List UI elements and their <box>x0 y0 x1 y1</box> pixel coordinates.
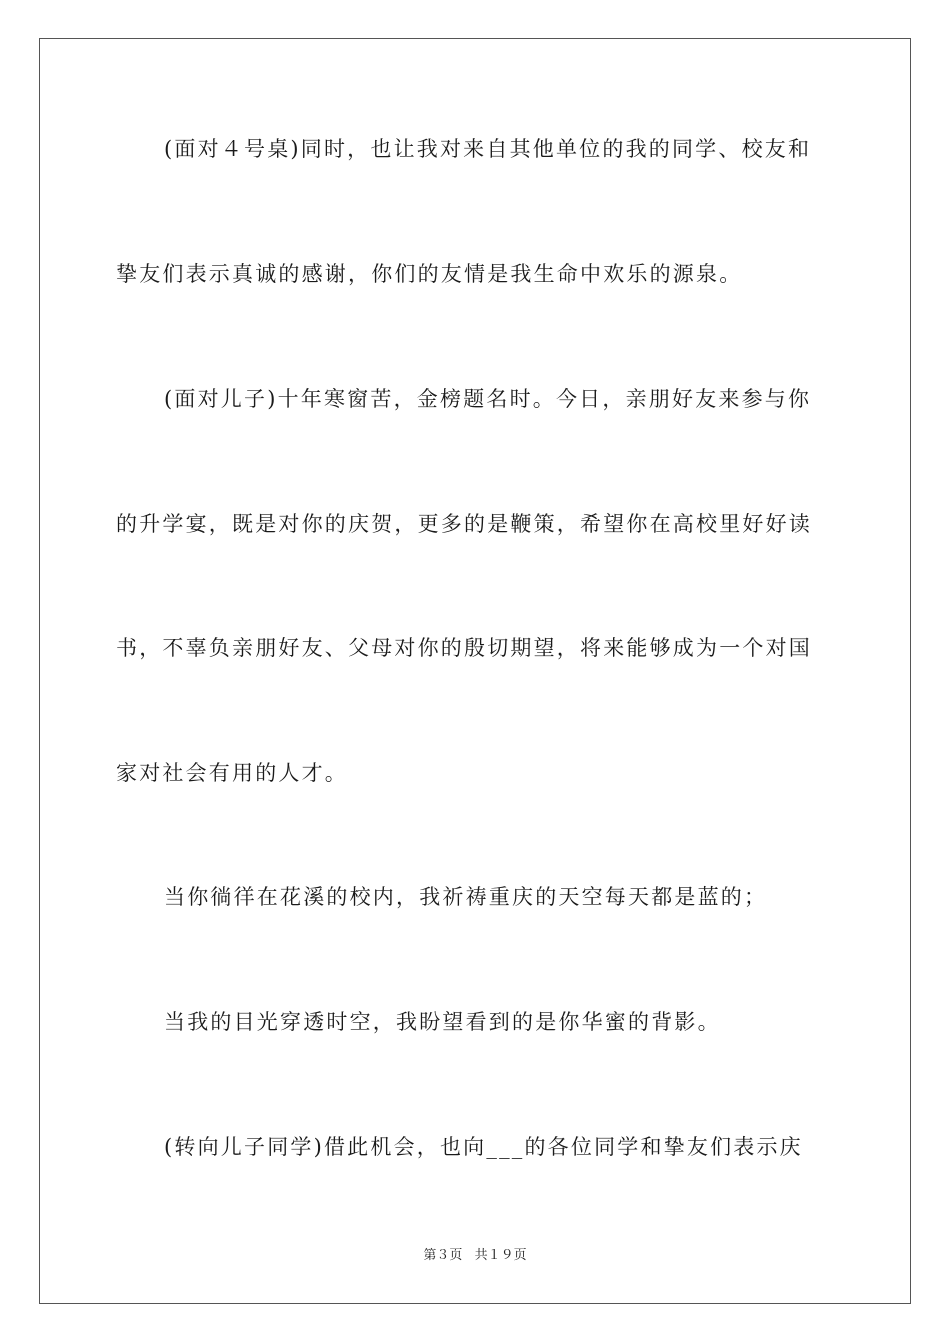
paragraph-line-4: 的升学宴，既是对你的庆贺，更多的是鞭策，希望你在高校里好好读 <box>116 512 812 536</box>
paragraph-line-1: (面对４号桌)同时，也让我对来自其他单位的我的同学、校友和 <box>164 137 812 161</box>
page-number: 第３页 <box>423 1248 463 1263</box>
paragraph-line-8: 当我的目光穿透时空，我盼望看到的是你华蜜的背影。 <box>164 1010 721 1034</box>
paragraph-line-9: (转向儿子同学)借此机会，也向___的各位同学和挚友们表示庆 <box>164 1135 803 1159</box>
paragraph-line-2: 挚友们表示真诚的感谢，你们的友情是我生命中欢乐的源泉。 <box>116 262 743 286</box>
paragraph-line-6: 家对社会有用的人才。 <box>116 761 348 785</box>
paragraph-line-3: (面对儿子)十年寒窗苦，金榜题名时。今日，亲朋好友来参与你 <box>164 387 812 411</box>
page-border <box>39 38 911 1304</box>
paragraph-line-7: 当你徜徉在花溪的校内，我祈祷重庆的天空每天都是蓝的； <box>164 885 768 909</box>
page-footer <box>0 1248 950 1264</box>
total-pages: 共１９页 <box>474 1248 527 1263</box>
paragraph-line-5: 书，不辜负亲朋好友、父母对你的殷切期望，将来能够成为一个对国 <box>116 636 812 660</box>
